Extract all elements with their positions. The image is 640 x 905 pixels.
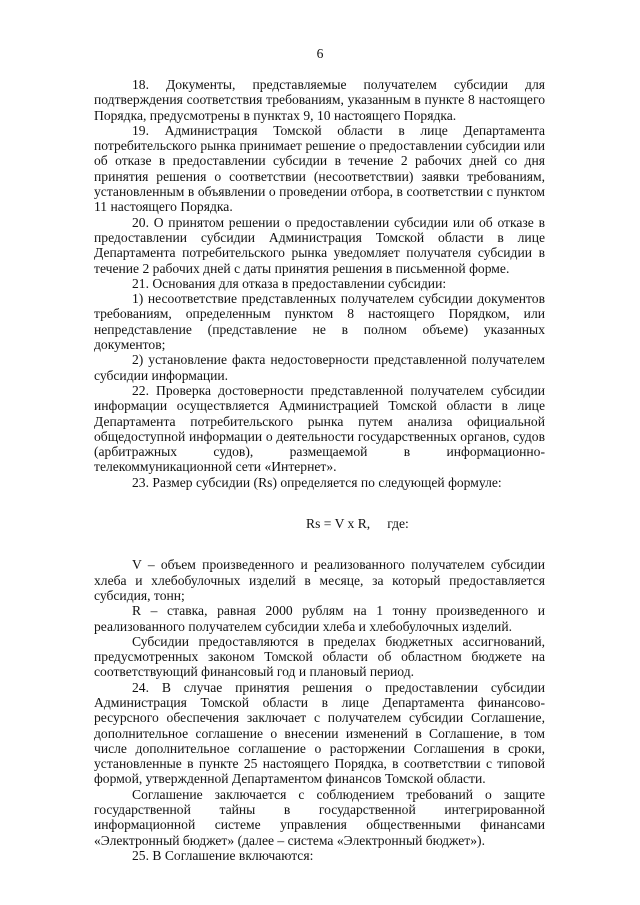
- paragraph-19: 19. Администрация Томской области в лице Департамента потребительского рынка принимает решение о предоставлении субсидии или об отказе в предоставлении субсидии в течение 2 рабочих дней со дня принятия решения о соответствии (несоответствии) заявки требованиям, установленным в объявлении о проведении отбора, в соответствии с пунктом 11 настоящего Порядка.: [94, 122, 545, 215]
- paragraph-21-item-2: 2) установление факта недостоверности представленной получателем субсидии информации.: [94, 352, 545, 383]
- subsidy-formula: Rs = V x R, где:: [306, 516, 409, 532]
- paragraph-18: 18. Документы, представляемые получателем субсидии для подтверждения соответствия требованиям, указанным в пункте 8 настоящего Порядка, предусмотрены в пунктах 9, 10 настоящего Порядка.: [94, 77, 545, 123]
- paragraph-25: 25. В Соглашение включаются:: [132, 847, 314, 863]
- paragraph-subsidy-budget: Субсидии предоставляются в пределах бюджетных ассигнований, предусмотренных законом Томской области об областном бюджете на соответствующий финансовый год и плановый период.: [94, 633, 545, 680]
- paragraph-agreement: Соглашение заключается с соблюдением требований о защите государственной тайны в государственной интегрированной информационной системе управления общественными финансами «Электронный бюджет» (далее – система «Электронный бюджет»).: [94, 786, 545, 848]
- formula-definition-v: V – объем произведенного и реализованного получателем субсидии хлеба и хлебобулочных изделий в месяце, за который предоставляется субсидия, тонн;: [94, 557, 545, 603]
- paragraph-21: 21. Основания для отказа в предоставлении субсидии:: [132, 275, 447, 291]
- paragraph-22: 22. Проверка достоверности представленной получателем субсидии информации осуществляется Администрацией Томской области в лице Департамента потребительского рынка путем анализа официальной общедоступной информации о деятельности государственных органов, судов (арбитражных судов), размещаемой в информационно-телекоммуникационной сети «Интернет».: [94, 382, 545, 475]
- paragraph-21-item-1: 1) несоответствие представленных получателем субсидии документов требованиям, определенным пунктом 8 настоящего Порядком, или непредставление (представление не в полном объеме) указанных документов;: [94, 291, 545, 353]
- paragraph-24: 24. В случае принятия решения о предоставлении субсидии Администрация Томской области в лице Департамента финансово-ресурсного обеспечения заключает с получателем субсидии Соглашение, дополнительное соглашение о внесении изменений в Соглашение, в том числе дополнительное соглашение о расторжении Соглашения в сроки, установленные в пункте 25 настоящего Порядка, в соответствии с типовой формой, утвержденной Департаментом финансов Томской области.: [94, 679, 545, 787]
- formula-definition-r: R – ставка, равная 2000 рублям на 1 тонну произведенного и реализованного получателем субсидии хлеба и хлебобулочных изделий.: [94, 603, 545, 634]
- page-number: 6: [316, 46, 324, 61]
- document-body: [94, 77, 545, 863]
- paragraph-20: 20. О принятом решении о предоставлении субсидии или об отказе в предоставлении субсидии Администрация Томской области в лице Департамента потребительского рынка уведомляет получателя субсидии в течение 2 рабочих дней с даты принятия решения в письменной форме.: [94, 214, 545, 276]
- paragraph-23: 23. Размер субсидии (Rs) определяется по следующей формуле:: [132, 474, 502, 490]
